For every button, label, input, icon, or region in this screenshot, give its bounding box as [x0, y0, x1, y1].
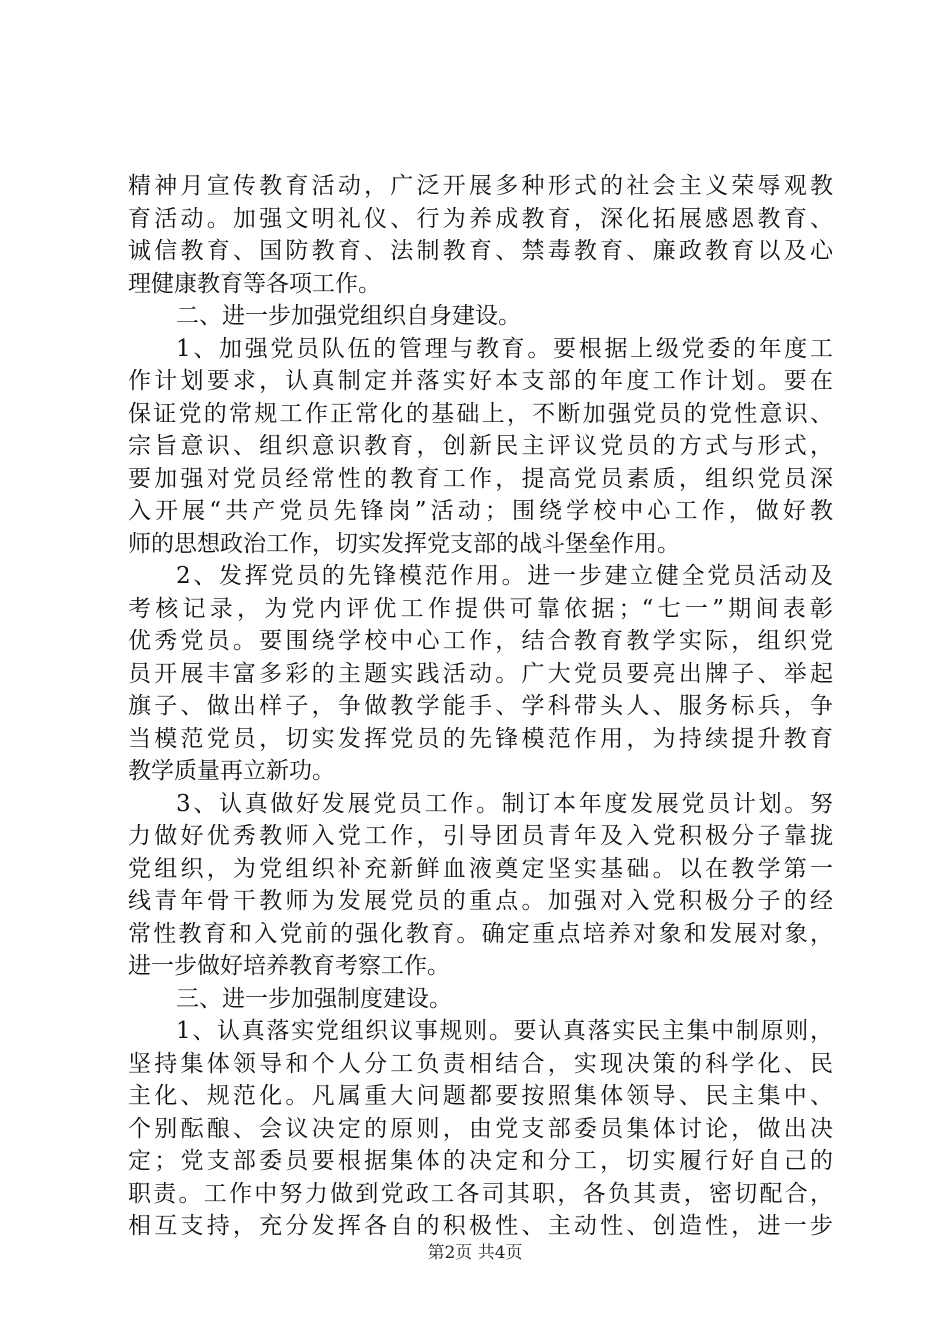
- text-line: 当模范党员，切实发挥党员的先锋模范作用，为持续提升教育: [128, 725, 833, 752]
- text-line: 定；党支部委员要根据集体的决定和分工，切实履行好自己的: [128, 1148, 833, 1174]
- text-line: 线青年骨干教师为发展党员的重点。加强对入党积极分子的经: [128, 888, 833, 914]
- text-line: 个别酝酿、会议决定的原则，由党支部委员集体讨论，做出决: [128, 1115, 833, 1142]
- paragraph: [128, 1015, 833, 1243]
- text-line: 员开展丰富多彩的主题实践活动。广大党员要亮出牌子、举起: [128, 660, 833, 687]
- text-line: 优秀党员。要围绕学校中心工作，结合教育教学实际，组织党: [128, 628, 833, 654]
- text-line: 党组织，为党组织补充新鲜血液奠定坚实基础。以在教学第一: [128, 855, 833, 882]
- paragraph: [128, 300, 833, 333]
- text-line: 要加强对党员经常性的教育工作，提高党员素质，组织党员深: [128, 465, 833, 492]
- text-line: 职责。工作中努力做到党政工各司其职，各负其责，密切配合，: [128, 1180, 833, 1207]
- text-line: 旗子、做出样子，争做教学能手、学科带头人、服务标兵，争: [128, 693, 833, 719]
- text-line: 宗旨意识、组织意识教育，创新民主评议党员的方式与形式，: [128, 433, 833, 459]
- text-line: 考核记录，为党内评优工作提供可靠依据；“七一”期间表彰: [128, 595, 833, 622]
- text-line: 教学质量再立新功。: [128, 758, 335, 784]
- text-line: 坚持集体领导和个人分工负责相结合，实现决策的科学化、民: [128, 1050, 833, 1077]
- text-line: 1、加强党员队伍的管理与教育。要根据上级党委的年度工: [176, 335, 833, 362]
- text-line: 保证党的常规工作正常化的基础上，不断加强党员的党性意识、: [128, 400, 833, 427]
- paragraph: [128, 560, 833, 788]
- text-line: 进一步做好培养教育考察工作。: [128, 953, 450, 979]
- text-line: 力做好优秀教师入党工作，引导团员青年及入党积极分子靠拢: [128, 823, 833, 849]
- text-line: 2、发挥党员的先锋模范作用。进一步建立健全党员活动及: [176, 563, 833, 589]
- text-line: 二、进一步加强党组织自身建设。: [176, 303, 521, 329]
- text-line: 3、认真做好发展党员工作。制订本年度发展党员计划。努: [176, 790, 833, 817]
- text-line: 主化、规范化。凡属重大问题都要按照集体领导、民主集中、: [128, 1083, 833, 1109]
- text-line: 育活动。加强文明礼仪、行为养成教育，深化拓展感恩教育、: [128, 205, 833, 232]
- document-body: [128, 170, 833, 1243]
- text-line: 精神月宣传教育活动，广泛开展多种形式的社会主义荣辱观教: [128, 173, 833, 199]
- paragraph: [128, 170, 833, 300]
- text-line: 诚信教育、国防教育、法制教育、禁毒教育、廉政教育以及心: [128, 238, 833, 264]
- paragraph: [128, 333, 833, 561]
- text-line: 作计划要求，认真制定并落实好本支部的年度工作计划。要在: [128, 368, 833, 394]
- text-line: 师的思想政治工作，切实发挥党支部的战斗堡垒作用。: [128, 530, 680, 557]
- text-line: 常性教育和入党前的强化教育。确定重点培养对象和发展对象，: [128, 920, 833, 947]
- paragraph: [128, 983, 833, 1016]
- text-line: 入开展“共产党员先锋岗”活动；围绕学校中心工作，做好教: [128, 498, 833, 524]
- text-line: 1、认真落实党组织议事规则。要认真落实民主集中制原则，: [176, 1018, 833, 1044]
- paragraph: [128, 788, 833, 983]
- page-footer: 第2页 共4页: [427, 1243, 523, 1263]
- text-line: 三、进一步加强制度建设。: [176, 985, 452, 1012]
- text-line: 理健康教育等各项工作。: [128, 270, 381, 297]
- text-line: 相互支持，充分发挥各自的积极性、主动性、创造性，进一步: [128, 1213, 833, 1239]
